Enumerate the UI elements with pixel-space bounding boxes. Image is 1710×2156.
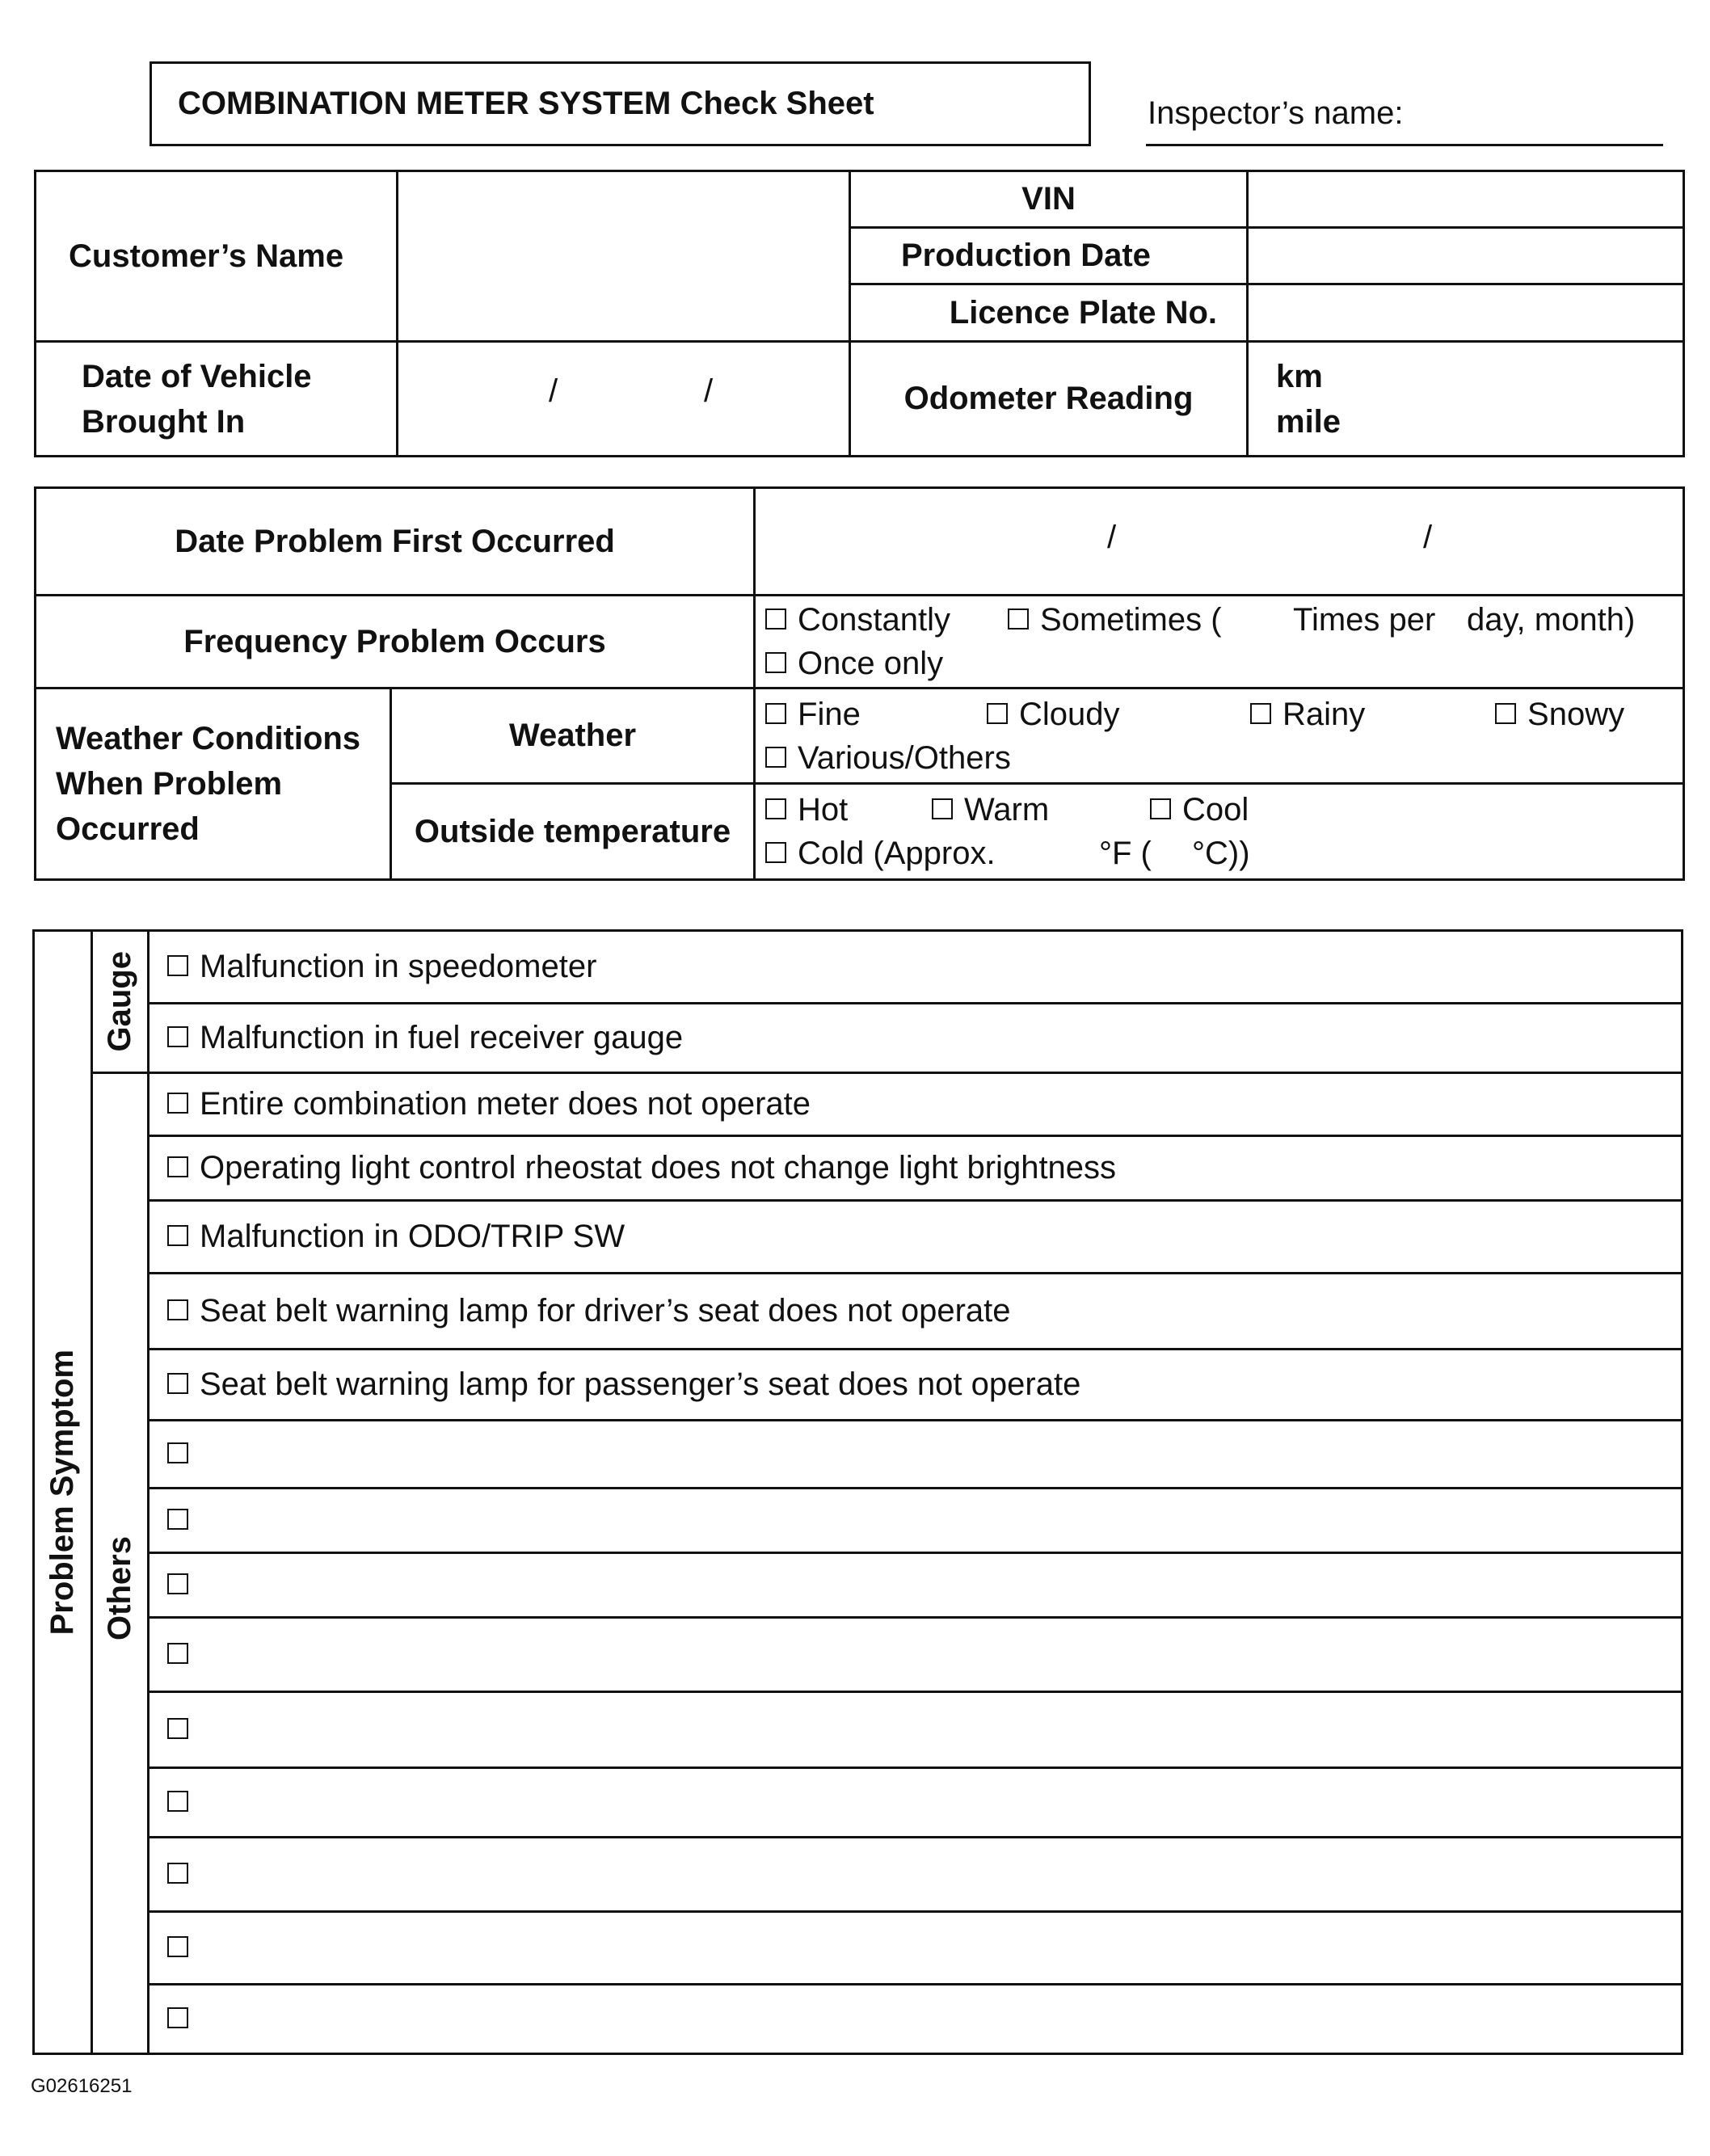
others-label-cell [92, 1073, 149, 2054]
checkbox[interactable] [1250, 703, 1271, 724]
date-brought-in-label [36, 342, 398, 457]
symptom-item-label: Operating light control rheostat does not change light brightness [200, 1150, 1117, 1185]
checkbox[interactable] [765, 747, 786, 768]
vin-label: VIN [850, 171, 1248, 228]
weather-fine-label: Fine [798, 696, 861, 732]
symptom-item-blank[interactable] [149, 1618, 1683, 1692]
weather-conditions-label [36, 688, 391, 880]
checkbox[interactable] [167, 955, 188, 976]
symptom-item-label: Malfunction in speedometer [200, 949, 597, 984]
inspector-name-label: Inspector’s name: [1148, 95, 1404, 131]
temp-hot-label: Hot [798, 792, 849, 827]
temp-fahrenheit-label: °F ( [1099, 836, 1152, 871]
symptom-item[interactable] [149, 1350, 1683, 1421]
weather-label: Weather [391, 688, 755, 784]
date-separator: / [704, 373, 714, 409]
freq-once-label: Once only [798, 646, 944, 681]
checkbox[interactable] [167, 1026, 188, 1047]
checkbox[interactable] [932, 798, 953, 819]
symptom-item-blank[interactable] [149, 1692, 1683, 1768]
temp-cold-label: Cold (Approx. [798, 836, 996, 871]
symptom-item-blank[interactable] [149, 1985, 1683, 2054]
production-date-field[interactable] [1248, 228, 1684, 284]
temperature-options [755, 784, 1684, 880]
checkbox[interactable] [765, 652, 786, 673]
date-brought-in-field[interactable] [398, 342, 850, 457]
frequency-label: Frequency Problem Occurs [36, 596, 755, 688]
odometer-label: Odometer Reading [850, 342, 1248, 457]
symptom-item-label: Malfunction in fuel receiver gauge [200, 1020, 684, 1055]
date-separator: / [1423, 520, 1433, 555]
checkbox[interactable] [167, 1093, 188, 1114]
problem-symptom-label: Problem Symptom [44, 1349, 80, 1636]
figure-id: G02616251 [31, 2075, 133, 2097]
frequency-options [755, 596, 1684, 688]
symptom-item[interactable] [149, 1004, 1683, 1073]
licence-plate-label: Licence Plate No. [850, 284, 1248, 342]
checkbox[interactable] [765, 798, 786, 819]
weather-conditions-label-line2: When Problem [56, 766, 283, 802]
checkbox[interactable] [765, 842, 786, 863]
licence-plate-field[interactable] [1248, 284, 1684, 342]
gauge-label-cell [92, 931, 149, 1073]
symptom-item-blank[interactable] [149, 1489, 1683, 1553]
others-label: Others [102, 1536, 137, 1640]
date-separator: / [549, 373, 558, 409]
symptom-item[interactable] [149, 1136, 1683, 1201]
checkbox[interactable] [167, 1936, 188, 1957]
symptom-item[interactable] [149, 1201, 1683, 1274]
symptom-item-blank[interactable] [149, 1768, 1683, 1838]
freq-constantly-label: Constantly [798, 602, 950, 638]
odometer-field[interactable] [1248, 342, 1684, 457]
customer-name-field[interactable] [398, 171, 850, 342]
weather-conditions-label-line3: Occurred [56, 811, 200, 847]
vin-field[interactable] [1248, 171, 1684, 228]
sheet-title: COMBINATION METER SYSTEM Check Sheet [150, 61, 1091, 146]
checkbox[interactable] [167, 2007, 188, 2028]
symptom-item[interactable] [149, 1073, 1683, 1136]
symptom-item-blank[interactable] [149, 1838, 1683, 1912]
weather-snowy-label: Snowy [1527, 696, 1625, 732]
weather-cloudy-label: Cloudy [1019, 696, 1120, 732]
checkbox[interactable] [1495, 703, 1516, 724]
checkbox[interactable] [167, 1299, 188, 1320]
checkbox[interactable] [167, 1643, 188, 1664]
checkbox[interactable] [167, 1442, 188, 1463]
symptom-item-blank[interactable] [149, 1421, 1683, 1489]
outside-temp-label: Outside temperature [391, 784, 755, 880]
symptom-item-blank[interactable] [149, 1912, 1683, 1985]
symptom-item-blank[interactable] [149, 1553, 1683, 1618]
checkbox[interactable] [167, 1791, 188, 1812]
date-separator: / [1107, 520, 1117, 555]
problem-symptom-table [32, 929, 1683, 2055]
checkbox[interactable] [167, 1718, 188, 1739]
weather-conditions-label-line1: Weather Conditions [56, 721, 361, 756]
symptom-item-label: Malfunction in ODO/TRIP SW [200, 1219, 625, 1254]
checkbox[interactable] [987, 703, 1008, 724]
freq-sometimes-label: Sometimes ( [1040, 602, 1222, 638]
gauge-label: Gauge [102, 951, 137, 1052]
freq-day-month-label: day, month) [1467, 602, 1636, 638]
weather-options [755, 688, 1684, 784]
problem-symptom-label-cell [34, 931, 92, 2054]
checkbox[interactable] [167, 1156, 188, 1177]
checkbox[interactable] [1150, 798, 1171, 819]
temp-warm-label: Warm [964, 792, 1050, 827]
date-first-occurred-field[interactable] [755, 488, 1684, 596]
checkbox[interactable] [765, 608, 786, 630]
date-brought-in-label-line1: Date of Vehicle [82, 358, 312, 394]
symptom-item-label: Seat belt warning lamp for driver’s seat does not operate [200, 1293, 1011, 1329]
date-brought-in-label-line2: Brought In [82, 403, 246, 440]
conditions-table [34, 486, 1685, 881]
production-date-label: Production Date [850, 228, 1248, 284]
unit-mile: mile [1276, 403, 1341, 440]
checkbox[interactable] [167, 1509, 188, 1530]
symptom-item-label: Entire combination meter does not operate [200, 1086, 811, 1122]
inspector-name-field[interactable] [1146, 144, 1663, 146]
symptom-item-label: Seat belt warning lamp for passenger’s seat does not operate [200, 1366, 1081, 1402]
temp-cool-label: Cool [1182, 792, 1249, 827]
checkbox[interactable] [167, 1573, 188, 1594]
checkbox[interactable] [167, 1863, 188, 1884]
weather-rainy-label: Rainy [1282, 696, 1366, 732]
vehicle-info-table [34, 170, 1685, 457]
customer-name-label: Customer’s Name [36, 171, 398, 342]
freq-times-per-label: Times per [1293, 602, 1436, 638]
checkbox[interactable] [167, 1373, 188, 1394]
temp-celsius-label: °C)) [1192, 836, 1250, 871]
checkbox[interactable] [765, 703, 786, 724]
checkbox[interactable] [1008, 608, 1029, 630]
checkbox[interactable] [167, 1225, 188, 1246]
date-first-occurred-label: Date Problem First Occurred [36, 488, 755, 596]
weather-various-label: Various/Others [798, 739, 1011, 776]
unit-km: km [1276, 358, 1323, 394]
symptom-item[interactable] [149, 931, 1683, 1004]
symptom-item[interactable] [149, 1274, 1683, 1350]
